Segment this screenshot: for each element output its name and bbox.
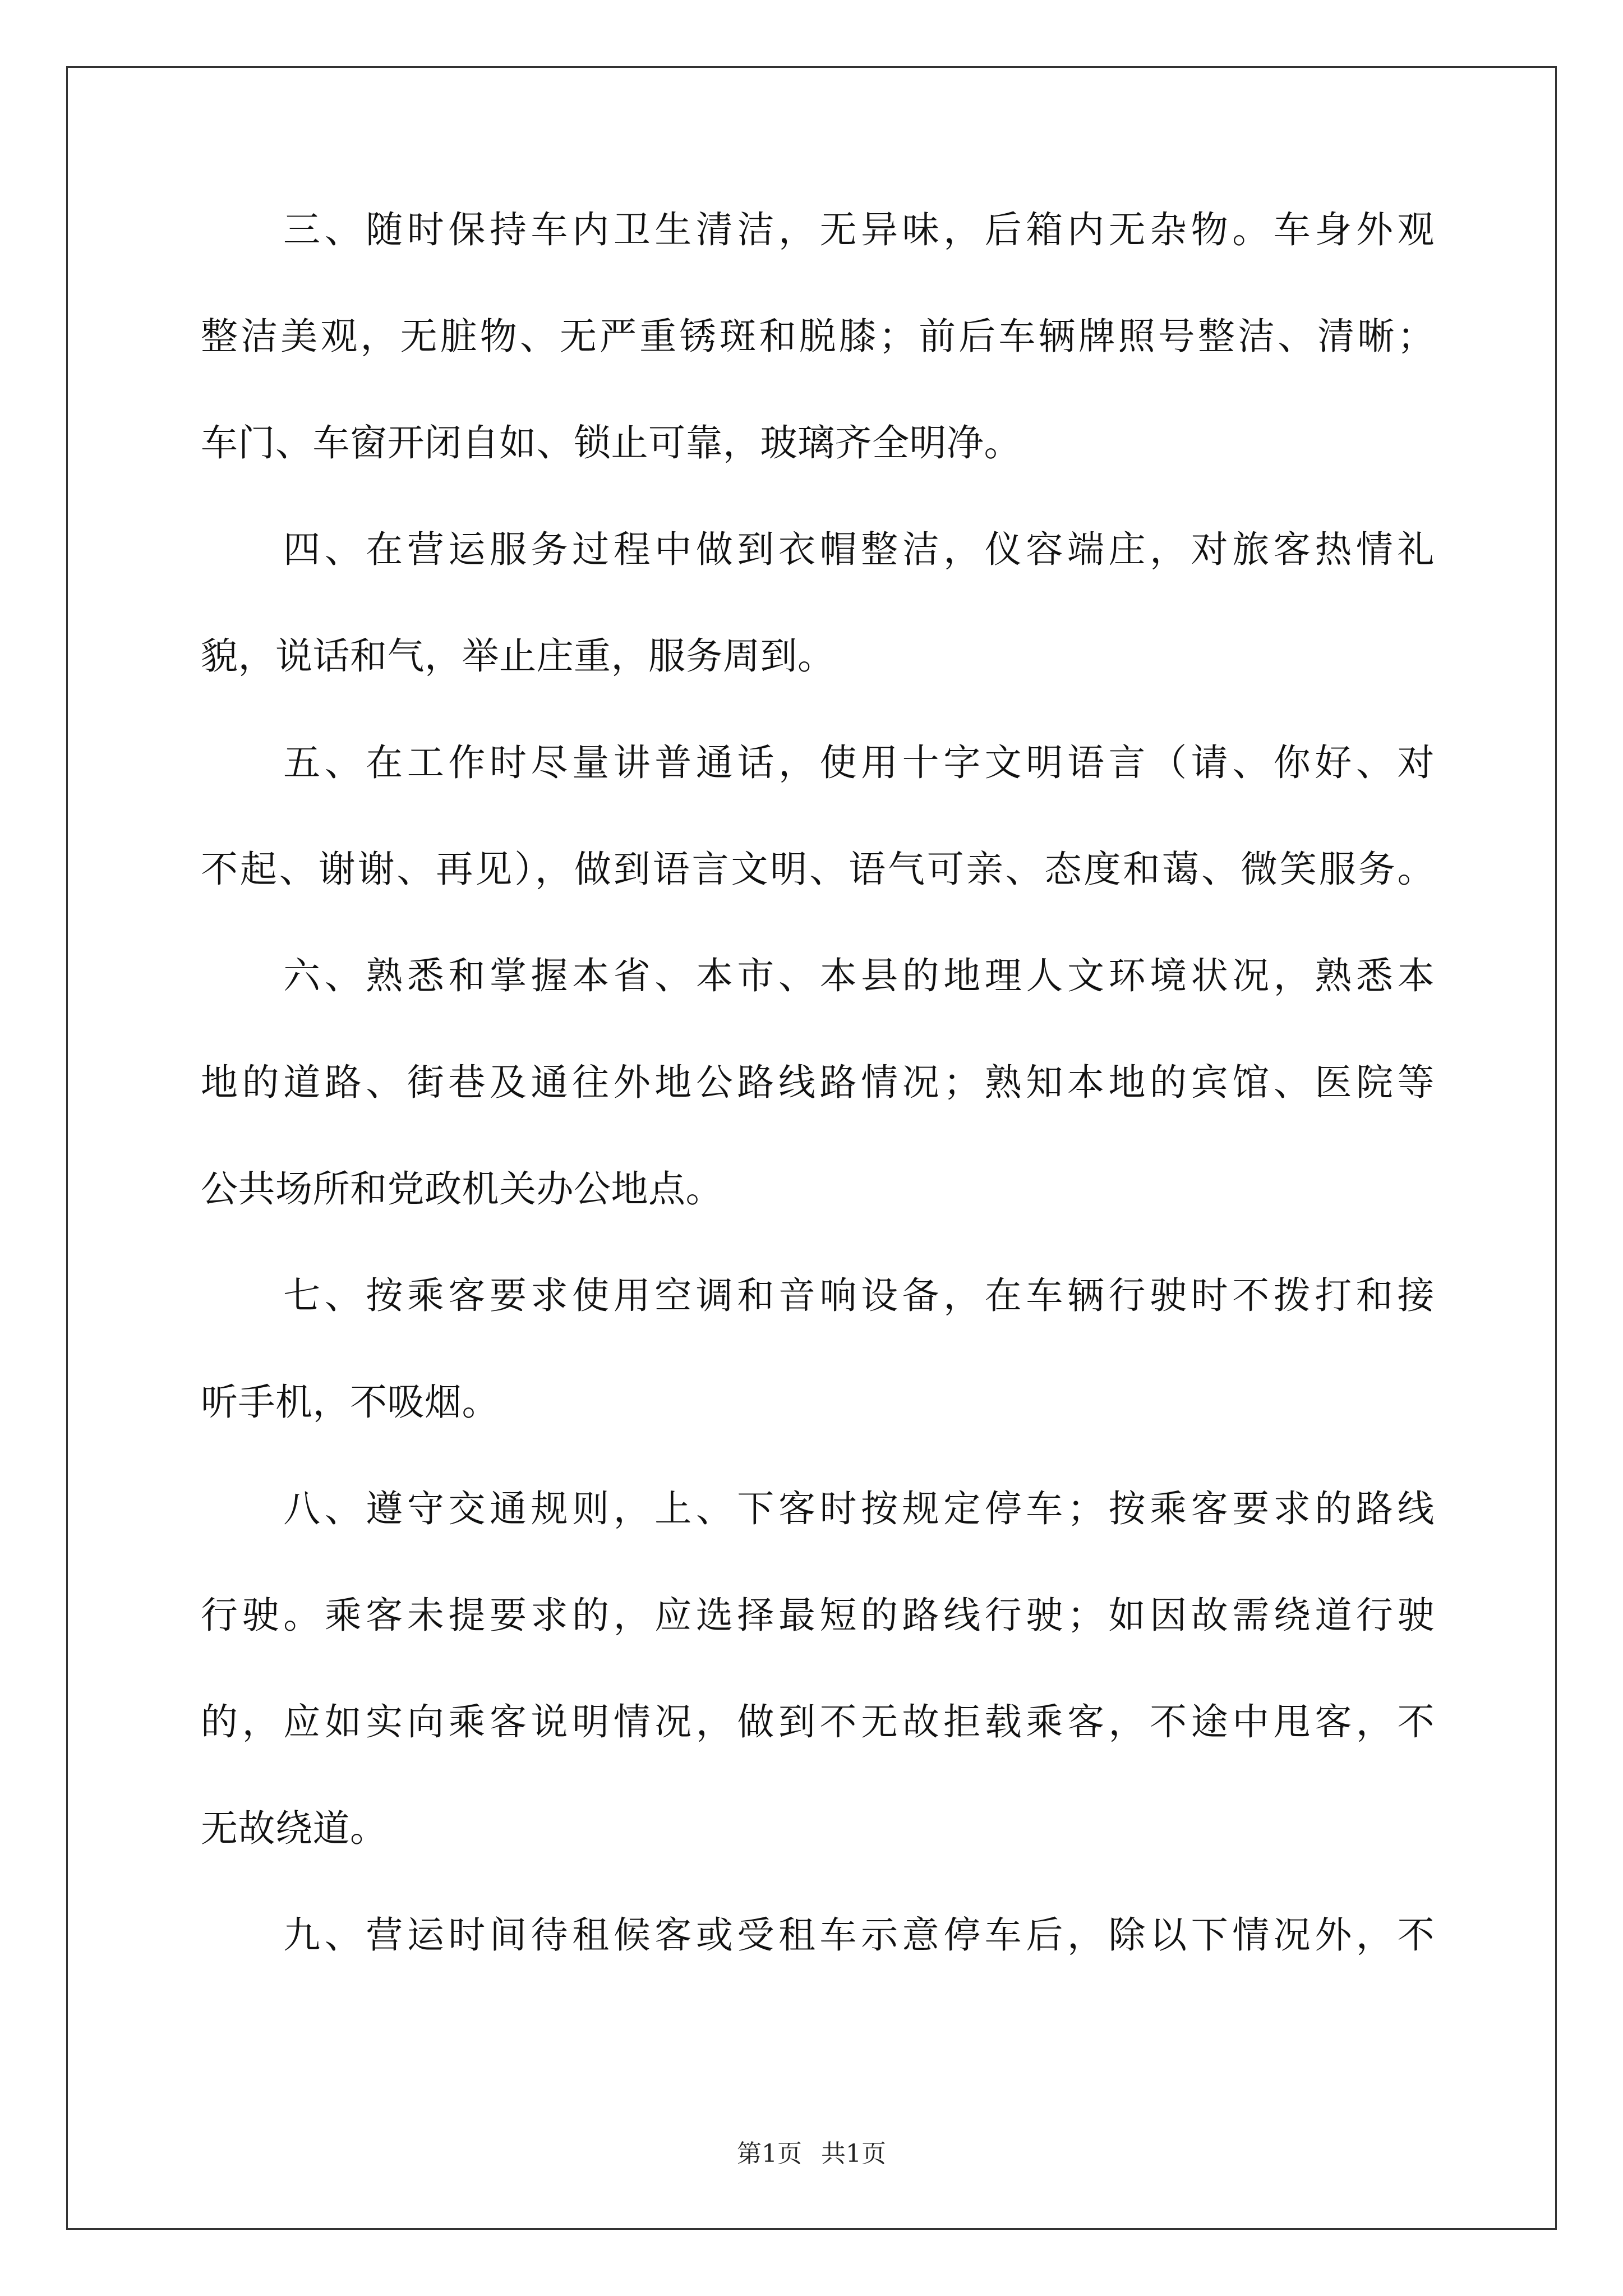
paragraph-6-line-2: 地的道路、街巷及通往外地公路线路情况；熟知本地的宾馆、医院等 <box>201 1061 1435 1104</box>
page-number: 第1页 <box>737 2139 802 2168</box>
paragraph-6-line-3: 公共场所和党政机关办公地点。 <box>201 1167 723 1211</box>
paragraph-7-line-1: 七、按乘客要求使用空调和音响设备，在车辆行驶时不拨打和接 <box>201 1274 1435 1317</box>
paragraph-3-line-3: 车门、车窗开闭自如、锁止可靠，玻璃齐全明净。 <box>201 421 1021 464</box>
paragraph-8-line-1: 八、遵守交通规则，上、下客时按规定停车；按乘客要求的路线 <box>201 1487 1435 1530</box>
page-total: 共1页 <box>821 2139 886 2168</box>
paragraph-5-line-2: 不起、谢谢、再见），做到语言文明、语气可亲、态度和蔼、微笑服务。 <box>201 848 1435 891</box>
paragraph-7-line-2: 听手机，不吸烟。 <box>201 1381 499 1424</box>
paragraph-9-line-1: 九、营运时间待租候客或受租车示意停车后，除以下情况外，不 <box>201 1913 1435 1957</box>
page-footer <box>0 2137 1623 2171</box>
paragraph-8-line-3: 的，应如实向乘客说明情况，做到不无故拒载乘客，不途中甩客，不 <box>201 1700 1435 1743</box>
paragraph-5-line-1: 五、在工作时尽量讲普通话，使用十字文明语言（请、你好、对 <box>201 741 1435 784</box>
paragraph-8-line-2: 行驶。乘客未提要求的，应选择最短的路线行驶；如因故需绕道行驶 <box>201 1594 1435 1637</box>
paragraph-3-line-1: 三、随时保持车内卫生清洁，无异味，后箱内无杂物。车身外观 <box>201 208 1435 251</box>
paragraph-3-line-2: 整洁美观，无脏物、无严重锈斑和脱膝；前后车辆牌照号整洁、清晰； <box>201 315 1435 358</box>
paragraph-8-line-4: 无故绕道。 <box>201 1807 388 1850</box>
paragraph-6-line-1: 六、熟悉和掌握本省、本市、本县的地理人文环境状况，熟悉本 <box>201 954 1435 997</box>
paragraph-4-line-1: 四、在营运服务过程中做到衣帽整洁，仪容端庄，对旅客热情礼 <box>201 528 1435 571</box>
paragraph-4-line-2: 貌，说话和气，举止庄重，服务周到。 <box>201 634 835 678</box>
